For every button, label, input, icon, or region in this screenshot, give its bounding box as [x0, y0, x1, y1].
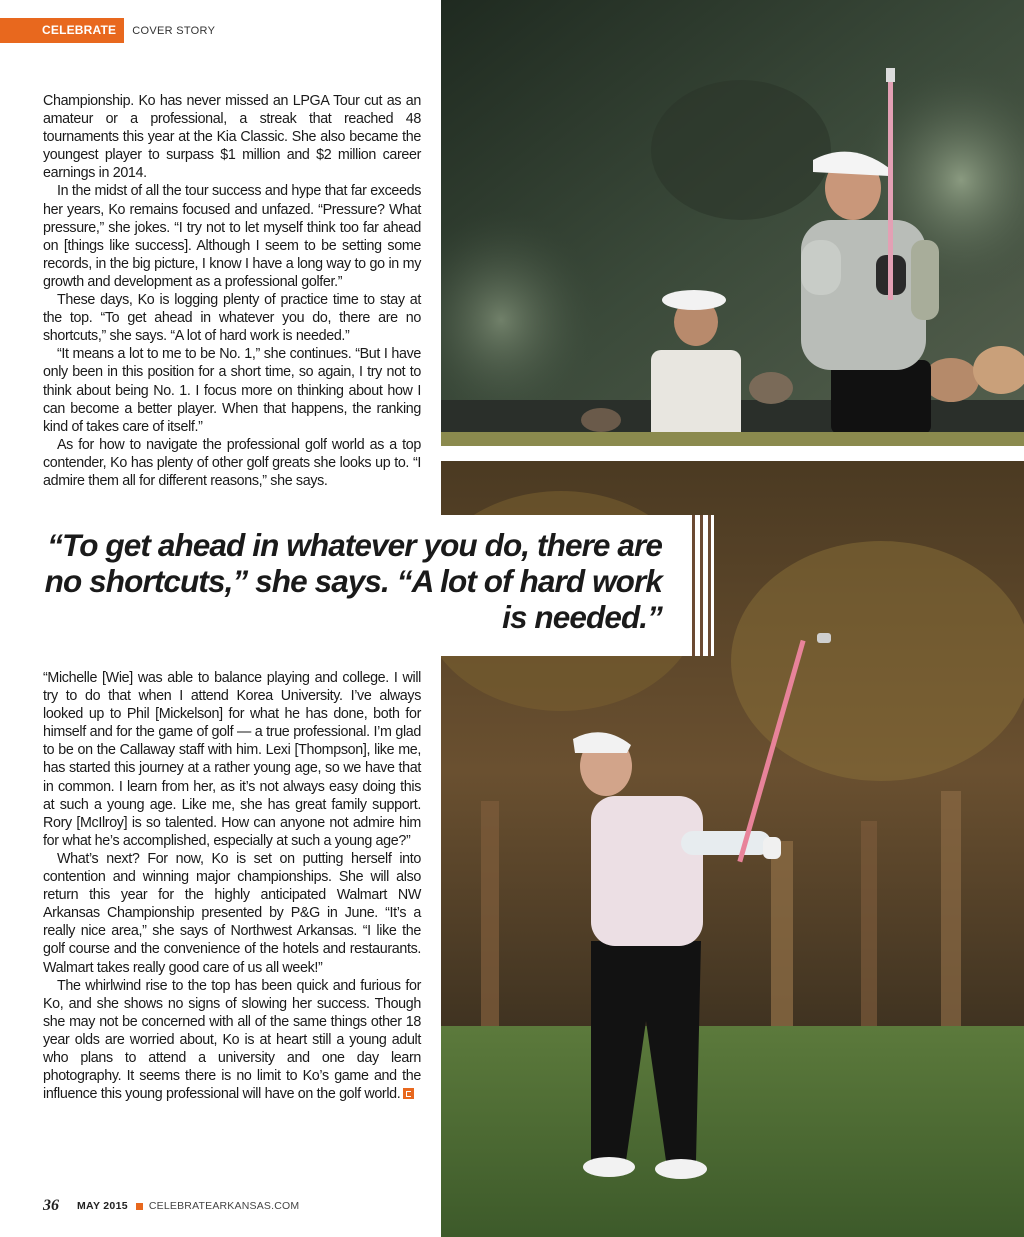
article-paragraph: As for how to navigate the professional golf world as a top contender, Ko has plenty of other golf greats she looks up to. “I admire them all for different reasons,” she says.	[43, 436, 421, 489]
rule-line	[708, 515, 711, 656]
pull-quote-rules	[690, 515, 714, 656]
section-tag	[0, 18, 215, 43]
article-paragraph: “Michelle [Wie] was able to balance playing and college. I will try to do that when I attend Korea University. I’ve always looked up to Phil [Mickelson] for what he has done, both for himself and for the game of golf — a true professional. I’m glad to be on the Callaway staff with him. Lexi [Thompson], like me, has started this journey at a rather young age, so we have that in common. I learn from her, as it’s not always easy doing this at such a young age. Like me, she has great family support. Rory [McIlroy] is so talented. How can anyone not admire him for what he’s accomplished, especially at such a young age?”	[43, 670, 421, 849]
section-label: CELEBRATE	[0, 18, 124, 43]
rule-line	[692, 515, 695, 656]
rule-line	[700, 515, 703, 656]
article-paragraph: What’s next? For now, Ko is set on putting herself into contention and winning major championships. She will also return this year for the highly anticipated Walmart NW Arkansas Championship presented by P&G in June. “It’s a really nice area,” she says of Northwest Arkansas. “I like the golf course and the convenience of the hotels and restaurants. Walmart takes really good care of us all week!”	[43, 850, 421, 976]
article-paragraph-text: The whirlwind rise to the top has been quick and furious for Ko, and she shows no signs of slowing her success. Though she may not be concerned with all of the same things other 18 year olds are worried about, Ko is at heart still a young adult who plans to attend a university and one day learn photography. It seems there is no limit to Ko’s game and the influence this young professional will have on the golf world.	[43, 977, 421, 1103]
article-paragraph: In the midst of all the tour success and hype that far exceeds her years, Ko remains focused and unfazed. “Pressure? What pressure,” she jokes. “I try not to let myself think too far ahead on [things like success]. Although I seem to be setting some records, in the big picture, I know I have a long way to go in my growth and development as a professional golfer.”	[43, 183, 421, 290]
pull-quote: “To get ahead in whatever you do, there are no shortcuts,” she says. “A lot of hard work is needed.”	[44, 527, 662, 635]
article-paragraph: Championship. Ko has never missed an LPGA Tour cut as an amateur or a professional, a streak that reached 48 tournaments this year at the Kia Classic. She also became the youngest player to surpass $1 million and $2 million career earnings in 2014.	[43, 93, 421, 182]
article-paragraph: These days, Ko is logging plenty of practice time to stay at the top. “To get ahead in whatever you do, there are no shortcuts,” she says. “A lot of hard work is needed.”	[43, 292, 421, 345]
page-number: 36	[43, 1197, 59, 1214]
page-footer	[43, 1196, 299, 1216]
photo-golfer-follow-through	[441, 0, 1024, 446]
issue-date: MAY 2015	[77, 1200, 128, 1212]
subsection-label: COVER STORY	[132, 24, 216, 37]
article-body-top	[43, 92, 421, 490]
celebrate-c-icon	[403, 1088, 414, 1099]
article-paragraph: “It means a lot to me to be No. 1,” she continues. “But I have only been in this position for a short time, so again, I try not to think about being No. 1. I focus more on thinking about how I can become a better player. When that happens, the ranking kind of takes care of itself.”	[43, 346, 421, 435]
pull-quote-box	[40, 515, 690, 656]
article-paragraph-last	[43, 977, 421, 1104]
article-body-bottom	[43, 669, 421, 1103]
footer-square-icon	[136, 1203, 143, 1210]
website-link[interactable]: CELEBRATEARKANSAS.COM	[148, 1200, 300, 1212]
